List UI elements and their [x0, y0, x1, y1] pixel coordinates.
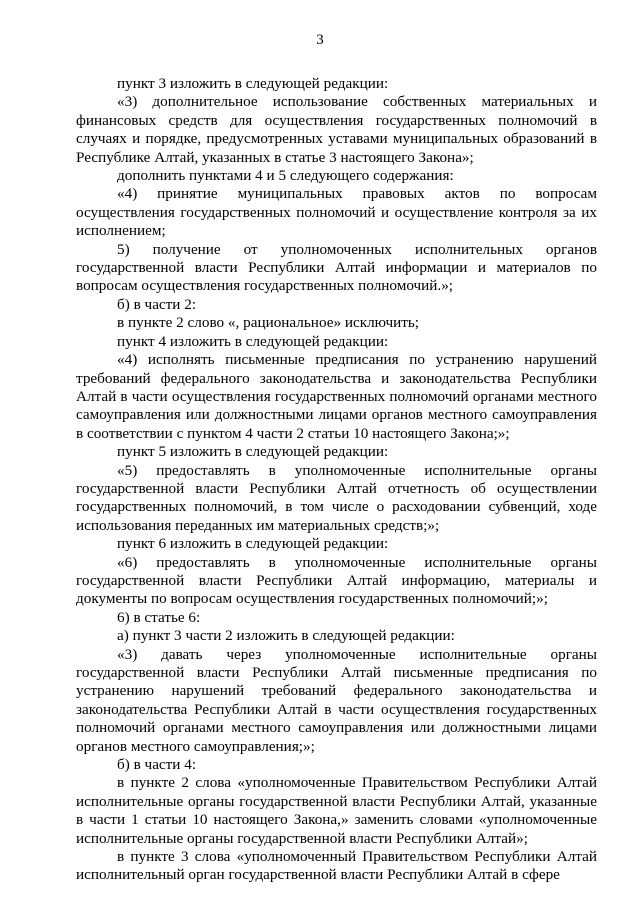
- paragraph: пункт 6 изложить в следующей редакции:: [117, 535, 389, 553]
- paragraph: 5) получение от уполномоченных исполнительных органов государственной власти Республики Алтай информации и материалов по вопросам осуществления государственных полномочий.»;: [76, 240, 597, 295]
- paragraph: «3) дополнительное использование собственных материальных и финансовых средств для осуществления государственных полномочий в случаях и порядке, предусмотренных уставами муниципальных образований в Республике Алтай, указанных в статье 3 настоящего Закона»;: [76, 93, 597, 166]
- paragraph: 6) в статье 6:: [117, 608, 201, 626]
- paragraph: пункт 5 изложить в следующей редакции:: [117, 443, 389, 461]
- paragraph: «4) принятие муниципальных правовых актов по вопросам осуществления государственных полномочий и осуществление контроля за их исполнением;: [76, 185, 597, 240]
- paragraph: «3) давать через уполномоченные исполнительные органы государственной власти Республики Алтай письменные предписания по устранению нарушений требований федерального законодательства и законодательства Республики Алтай в части осуществления государственных полномочий органами местного самоуправления или должностными лицами органов местного самоуправления;»;: [76, 645, 597, 755]
- paragraph: пункт 3 изложить в следующей редакции:: [117, 75, 389, 92]
- paragraph: дополнить пунктами 4 и 5 следующего содержания:: [117, 167, 454, 185]
- paragraph: б) в части 2:: [117, 295, 197, 313]
- paragraph: а) пункт 3 части 2 изложить в следующей редакции:: [117, 627, 455, 645]
- paragraph: в пункте 2 слово «, рациональное» исключить;: [117, 314, 419, 332]
- paragraph: в пункте 3 слова «уполномоченный Правительством Республики Алтай исполнительный орган государственной власти Республики Алтай в сфере: [76, 848, 597, 884]
- paragraph: «4) исполнять письменные предписания по устранению нарушений требований федерального законодательства и законодательства Республики Алтай в части осуществления государственных полномочий органами местного самоуправления или должностными лицами органов местного самоуправления в соответствии с пунктом 4 части 2 статьи 10 настоящего Закона;»;: [76, 351, 597, 442]
- paragraph: б) в части 4:: [117, 756, 197, 774]
- page-number: 3: [316, 32, 324, 48]
- paragraph: в пункте 2 слова «уполномоченные Правительством Республики Алтай исполнительные органы государственной власти Республики Алтай, указанные в части 1 статьи 10 настоящего Закона,» заменить словами «уполномоченные исполнительные органы государственной власти Республики Алтай»;: [76, 774, 597, 847]
- paragraph: «6) предоставлять в уполномоченные исполнительные органы государственной власти Республики Алтай информацию, материалы и документы по вопросам осуществления государственных полномочий;»;: [76, 553, 597, 608]
- paragraph: «5) предоставлять в уполномоченные исполнительные органы государственной власти Республики Алтай отчетность об осуществлении государственных полномочий, в том числе о расходовании субвенций, ходе использования переданных им материальных средств;»;: [76, 461, 597, 534]
- paragraph: пункт 4 изложить в следующей редакции:: [117, 332, 389, 350]
- document-body: [76, 75, 597, 885]
